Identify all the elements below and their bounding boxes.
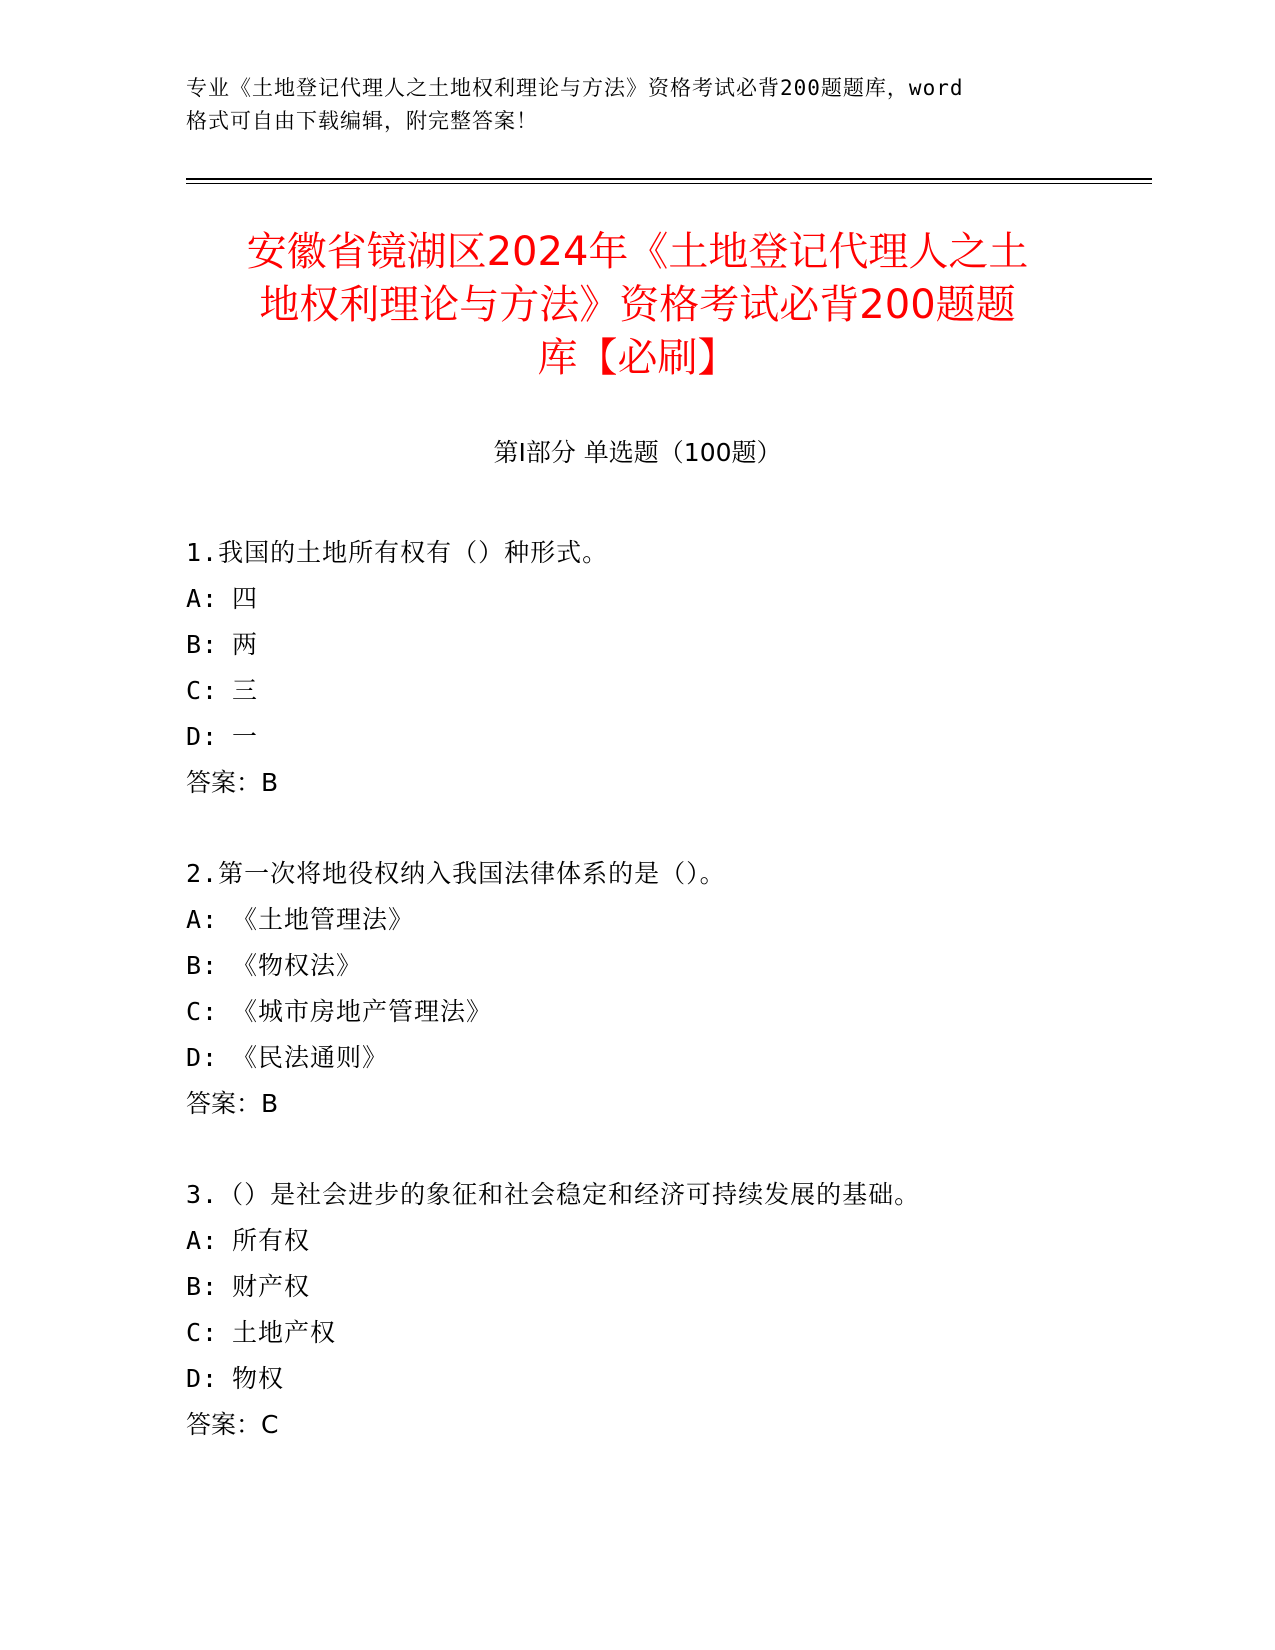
question-stem: 2.第一次将地役权纳入我国法律体系的是（）。 xyxy=(186,859,726,888)
option-b xyxy=(186,622,1146,668)
document-title xyxy=(150,226,1125,385)
header-note-line-1: 专业《土地登记代理人之土地权利理论与方法》资格考试必背200题题库，word xyxy=(186,76,964,100)
option-key: D: xyxy=(186,1364,219,1393)
option-key: A: xyxy=(186,1226,219,1255)
question-answer: 答案：B xyxy=(186,768,279,797)
header-note-line-2: 格式可自由下载编辑，附完整答案！ xyxy=(186,109,538,133)
option-key: C: xyxy=(186,1318,219,1347)
option-c xyxy=(186,668,1146,714)
option-key: B: xyxy=(186,1272,219,1301)
option-text: 物权 xyxy=(232,1364,285,1393)
document-title-line-3: 库【必刷】 xyxy=(537,335,738,381)
option-text: 所有权 xyxy=(232,1226,311,1255)
question-item xyxy=(186,1172,1146,1448)
option-text: 《物权法》 xyxy=(232,951,363,980)
option-key: A: xyxy=(186,584,219,613)
option-text: 土地产权 xyxy=(232,1318,337,1347)
question-item xyxy=(186,851,1146,1127)
question-stem: 1.我国的土地所有权有（）种形式。 xyxy=(186,538,609,567)
option-key: A: xyxy=(186,905,219,934)
option-c xyxy=(186,1310,1146,1356)
option-key: B: xyxy=(186,951,219,980)
option-text: 《民法通则》 xyxy=(232,1043,389,1072)
header-note xyxy=(186,72,1066,138)
option-a xyxy=(186,897,1146,943)
option-text: 三 xyxy=(232,676,259,705)
question-list xyxy=(186,530,1146,1493)
header-divider-thin xyxy=(186,183,1152,184)
option-b xyxy=(186,943,1146,989)
option-text: 一 xyxy=(232,722,259,751)
option-d xyxy=(186,714,1146,760)
option-key: C: xyxy=(186,676,219,705)
question-answer: 答案：B xyxy=(186,1089,279,1118)
option-key: C: xyxy=(186,997,219,1026)
question-item xyxy=(186,530,1146,806)
option-text: 《城市房地产管理法》 xyxy=(232,997,493,1026)
option-d xyxy=(186,1035,1146,1081)
option-d xyxy=(186,1356,1146,1402)
document-title-line-2: 地权利理论与方法》资格考试必背200题题 xyxy=(259,282,1016,328)
option-text: 财产权 xyxy=(232,1272,311,1301)
option-text: 四 xyxy=(232,584,259,613)
option-text: 两 xyxy=(232,630,259,659)
option-b xyxy=(186,1264,1146,1310)
option-text: 《土地管理法》 xyxy=(232,905,415,934)
header-divider-thick xyxy=(186,178,1152,180)
option-a xyxy=(186,576,1146,622)
question-stem: 3.（）是社会进步的象征和社会稳定和经济可持续发展的基础。 xyxy=(186,1180,921,1209)
section-title: 第Ⅰ部分 单选题（100题） xyxy=(493,438,782,467)
option-c xyxy=(186,989,1146,1035)
option-a xyxy=(186,1218,1146,1264)
option-key: D: xyxy=(186,1043,219,1072)
option-key: D: xyxy=(186,722,219,751)
option-key: B: xyxy=(186,630,219,659)
question-answer: 答案：C xyxy=(186,1410,279,1439)
document-title-line-1: 安徽省镜湖区2024年《土地登记代理人之土 xyxy=(246,229,1029,275)
